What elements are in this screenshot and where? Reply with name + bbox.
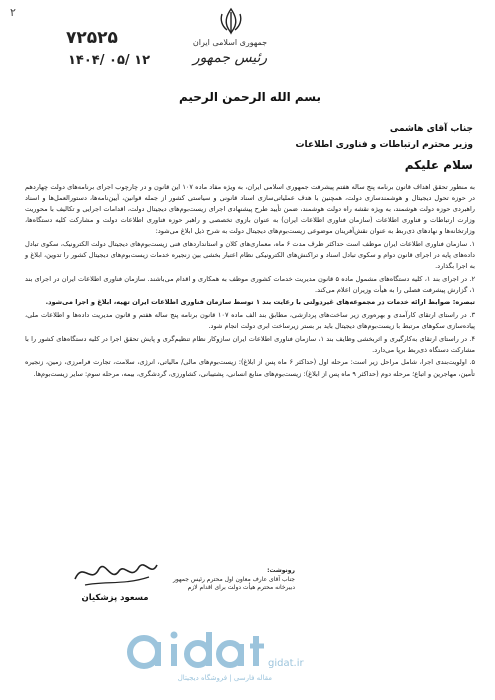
copies-block	[173, 567, 295, 593]
watermark	[122, 630, 422, 686]
watermark-domain: gidat.ir	[268, 658, 304, 669]
recipient-block	[296, 121, 473, 153]
signer-block	[60, 555, 170, 603]
watermark-tagline: مقاله فارسی | فروشگاه دیجیتال	[177, 674, 272, 682]
greeting: سلام علیکم	[404, 158, 473, 172]
body-paragraph-2: ۲. در اجرای بند ۱، کلیه دستگاه‌های مشمول ماده ۵ قانون مدیریت خدمات کشوری موظف به همکاری و اقدام می‌باشند. سازمان فناوری اطلاعات ایران در اجرای بند ۱، گزارش پیشرفت فصلی را به هیأت وزیران اعلام می‌کند.	[25, 274, 475, 294]
signer-name: مسعود پزشکیان	[81, 593, 149, 603]
handwritten-signature	[65, 555, 165, 591]
copy-recipient: جناب آقای عارف معاون اول محترم رئیس جمهور	[173, 575, 295, 583]
letter-number: ۷۲۵۲۵	[66, 28, 118, 48]
copies-title: رونوشت:	[267, 567, 295, 574]
body-note: تبصره: ضوابط ارائه خدمات در مجموعه‌های غیردولتی با رعایت بند ۱ توسط سازمان فناوری اطلاعات ایران تهیه، ابلاغ و اجرا می‌شود.	[45, 298, 475, 307]
office-title: رئیس جمهور	[192, 50, 268, 66]
body-paragraph-3: ۳. در راستای ارتقای کارآمدی و بهره‌وری زیر ساخت‌های پردازشی، مطابق بند الف ماده ۱۰۷ قانون برنامه پنج ساله هفتم و قانون مدیریت داده‌ها و اطلاعات ملی، پیاده‌سازی سکوهای مرتبط با زیست‌بوم‌های دیجیتال باید بر بستر زیرساخت ابری دولت انجام شود.	[25, 311, 475, 331]
iran-emblem-icon	[216, 6, 246, 36]
basmala: بسم الله الرحمن الرحیم	[178, 90, 322, 104]
letter-date: ۱۴۰۴/ ۰۵/ ۱۲	[68, 53, 151, 68]
republic-name: جمهوری اسلامی ایران	[192, 38, 268, 47]
body-intro: به منظور تحقق اهداف قانون برنامه پنج ساله هفتم پیشرفت جمهوری اسلامی ایران، به ویژه مفاد ماده ۱۰۷ این قانون و در چارچوب اجرای برنامه‌های دولت چهاردهم در حوزه تحول دیجیتال و هوشمندسازی دولت، همچنین با هدف عملیاتی‌سازی اسناد قانونی و سیاستی کشور از جمله قوانین، آیین‌نامه‌ها، دستورالعمل‌ها و اسناد راهبردی حوزه دولت هوشمند، به ویژه نقشه راه دولت هوشمند، ضمن تأیید طرح پیشنهادی اجرای زیست‌بوم‌های دیجیتال دولت، اقدامات اجرایی و تکالیف با محوریت وزارت ارتباطات و فناوری اطلاعات (سازمان فناوری اطلاعات ایران) به عنوان بازوی تخصصی و راهبر حوزه فناوری اطلاعات دولت و مشارکت کلیه دستگاه‌ها، وزارتخانه‌ها و نهادهای ذی‌ربط به عنوان نقش‌آفرینان موضوعی زیست‌بوم‌های دیجیتال دولت به شرح ذیل ابلاغ می‌شود:	[25, 183, 475, 236]
body-paragraph-1: ۱. سازمان فناوری اطلاعات ایران موظف است حداکثر ظرف مدت ۶ ماه، معماری‌های کلان و استانداردهای فنی زیست‌بوم‌های دیجیتال دولت الکترونیک، سکوی تبادل داده‌های پایه در اجرای قانون دوام و سکوی تبادل اسناد و تراکنش‌های الکترونیکی نظام اعتبار بخشی بین زنجیره خدمات زیست‌بوم‌های دیجیتال کشور را تدوین، ابلاغ و به اجرا بگذارد.	[25, 239, 475, 271]
body-paragraph-4: ۴. در راستای ارتقای به‌کارگیری و اثربخشی وظایف بند ۱، سازمان فناوری اطلاعات ایران سازوکار نظام تنظیم‌گری و پایش تحقق اجرا در کلیه دستگاه‌های کشور را با مشارکت دستگاه ذی‌ربط برپا می‌دارد.	[25, 334, 475, 354]
copy-recipient: دبیرخانه محترم هیأت دولت برای اقدام لازم	[187, 584, 295, 591]
page-mark: ۲	[10, 6, 16, 19]
letter-body	[25, 182, 475, 381]
recipient-name: جناب آقای هاشمی	[389, 124, 473, 134]
recipient-title: وزیر محترم ارتباطات و فناوری اطلاعات	[295, 140, 473, 150]
body-paragraph-5: ۵. اولویت‌بندی اجرا، شامل مراحل زیر است: مرحله اول (حداکثر ۶ ماه پس از ابلاغ): زیست‌بوم‌های مالی/ مالیاتی، انرژی، سلامت، تجارت فرامرزی، زمین، زنجیره تأمین، مهاجرین و اتباع؛ مرحله دوم (حداکثر ۹ ماه پس از ابلاغ): زیست‌بوم‌های منابع انسانی، پشتیبانی، کشاورزی، گردشگری، بیمه، مرحله سوم: سایر زیست‌بوم‌ها.	[25, 358, 475, 378]
